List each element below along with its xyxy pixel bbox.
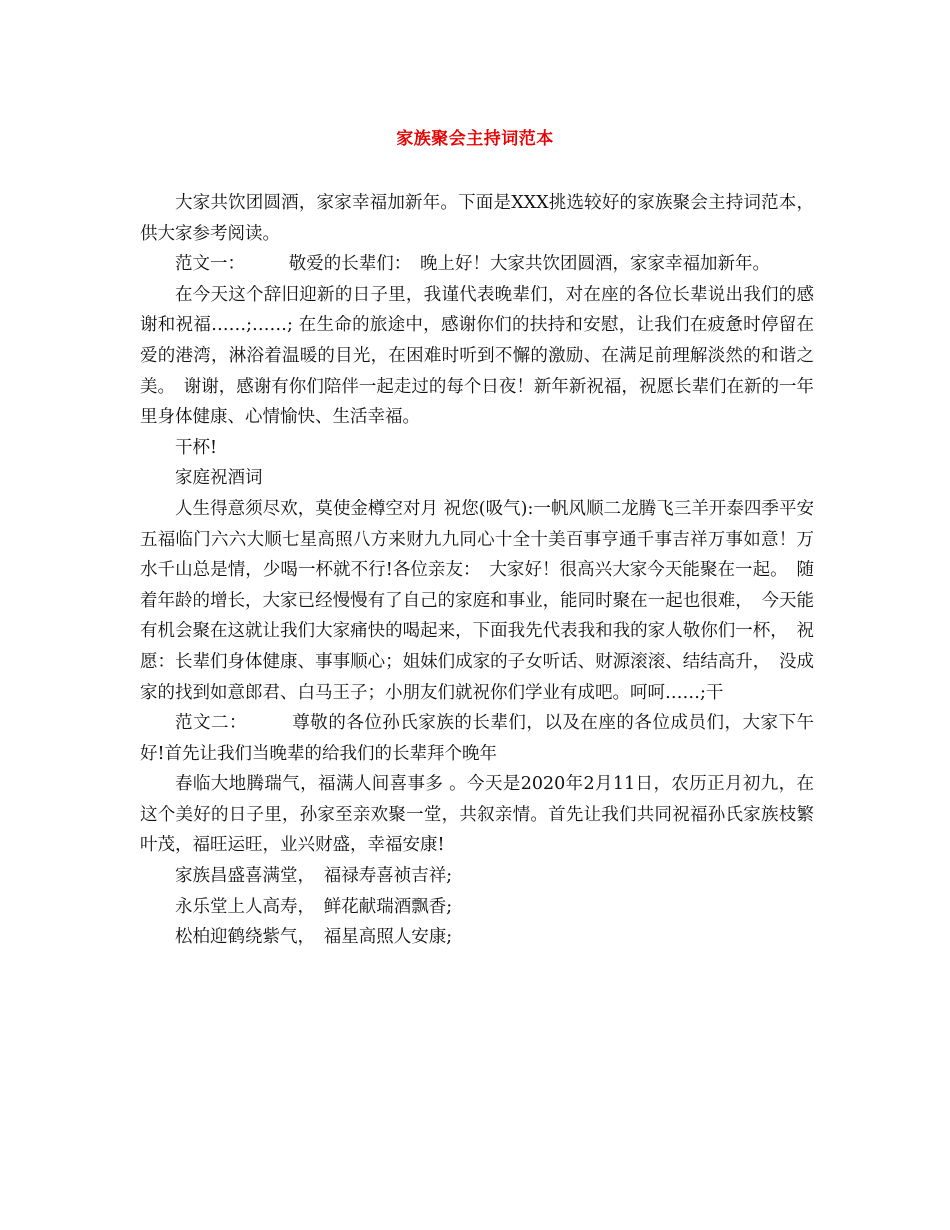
paragraph-couplet-two: 永乐堂上人高寿， 鲜花献瑞酒飘香; bbox=[175, 896, 453, 917]
paragraph-toast-body: 人生得意须尽欢，莫使金樽空对月 祝您(吸气):一帆风顺二龙腾飞三羊开泰四季平安五福临门六六大顺七星高照八方来财九九同心十全十美百事亨通千事吉祥万事如意！万水千山总是情，少喝一杯就不行!各位亲友： 大家好！很高兴大家今天能聚在一起。 随着年龄的增长，大家已经慢慢有了自己的家庭和事业，能同时聚在一起也很难， 今天能有机会聚在这就让我们大家痛快的喝起来，下面我先代表我和我的家人敬你们一杯， 祝愿：长辈们身体健康、事事顺心；姐妹们成家的子女听话、财源滚滚、结结高升， 没成家的找到如意郎君、白马王子；小朋友们就祝你们学业有成吧。呵呵……;干 bbox=[140, 498, 814, 703]
paragraph-couplet-one: 家族昌盛喜满堂， 福禄寿喜祯吉祥; bbox=[175, 866, 453, 887]
document-title: 家族聚会主持词范本 bbox=[396, 129, 554, 149]
paragraph-sample-one-opening: 范文一： 敬爱的长辈们： 晚上好！大家共饮团圆酒，家家幸福加新年。 bbox=[175, 254, 770, 275]
paragraph-intro: 大家共饮团圆酒，家家幸福加新年。下面是XXX挑选较好的家族聚会主持词范本，供大家参考阅读。 bbox=[140, 193, 814, 244]
paragraph-sample-two-opening: 范文二： 尊敬的各位孙氏家族的长辈们，以及在座的各位成员们，大家下午好!首先让我们当晚辈的给我们的长辈拜个晚年 bbox=[140, 713, 814, 764]
paragraph-sample-two-body: 春临大地腾瑞气，福满人间喜事多 。今天是2020年2月11日，农历正月初九，在这个美好的日子里，孙家至亲欢聚一堂，共叙亲情。首先让我们共同祝福孙氏家族枝繁叶茂，福旺运旺，业兴财盛，幸福安康! bbox=[140, 774, 814, 856]
document-body bbox=[140, 188, 814, 953]
paragraph-couplet-three: 松柏迎鹤绕紫气， 福星高照人安康; bbox=[175, 927, 453, 948]
paragraph-cheers: 干杯! bbox=[175, 437, 218, 458]
paragraph-toast-heading: 家庭祝酒词 bbox=[175, 468, 263, 489]
paragraph-sample-one-body: 在今天这个辞旧迎新的日子里，我谨代表晚辈们，对在座的各位长辈说出我们的感谢和祝福……;……; 在生命的旅途中，感谢你们的扶持和安慰，让我们在疲惫时停留在爱的港湾，淋浴着温暖的目光，在困难时听到不懈的激励、在满足前理解淡然的和谐之美。 谢谢，感谢有你们陪伴一起走过的每个日夜！新年新祝福，祝愿长辈们在新的一年里身体健康、心情愉快、生活幸福。 bbox=[140, 284, 814, 428]
